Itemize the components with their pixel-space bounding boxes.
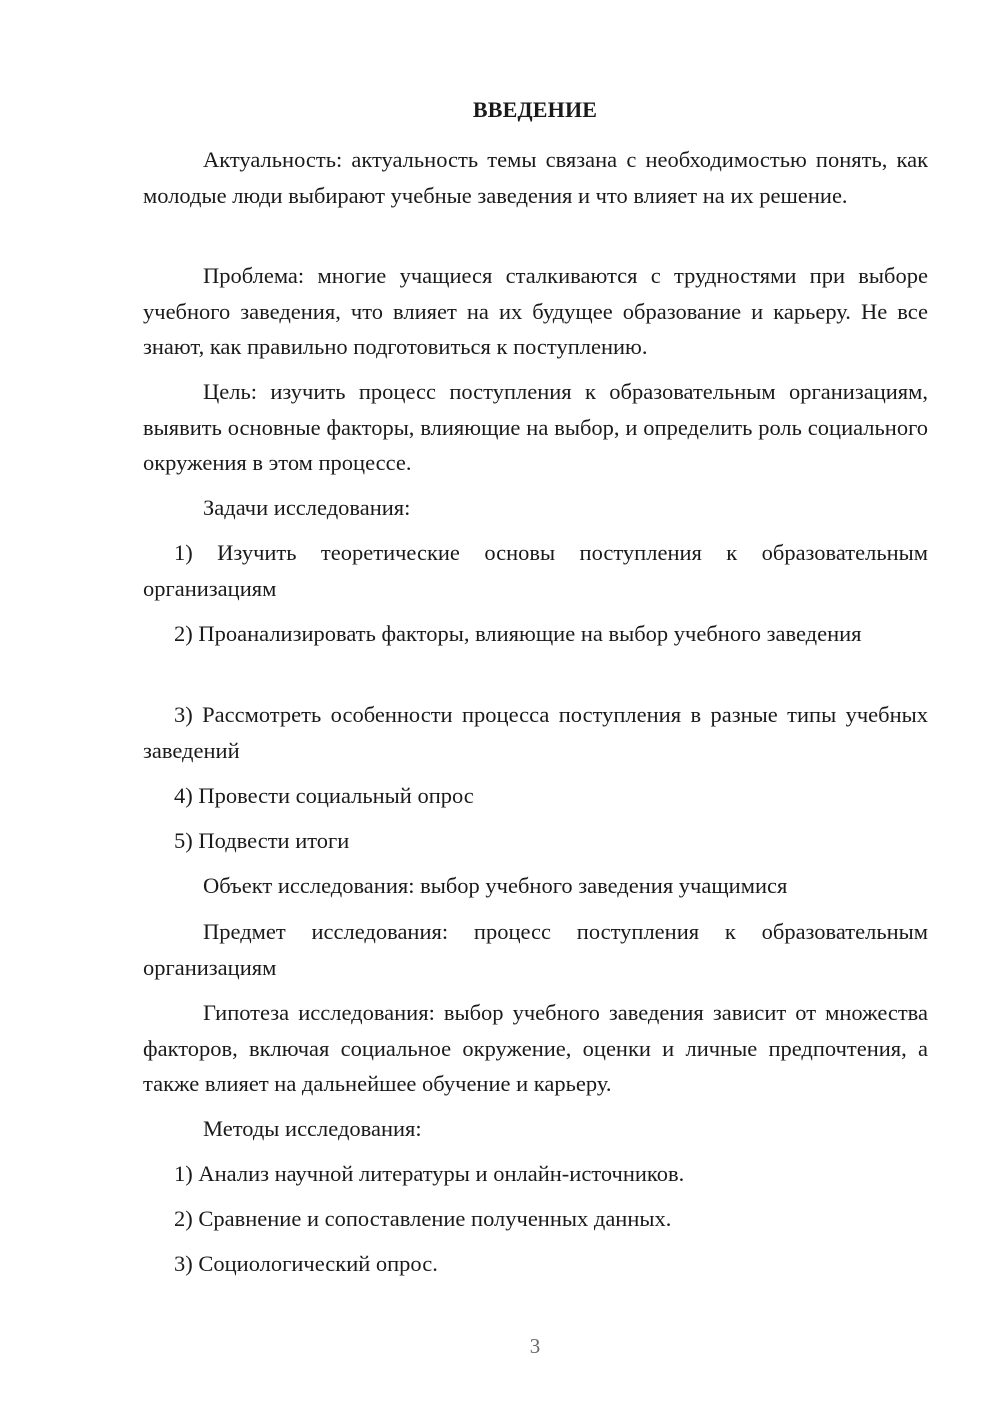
- section-title: ВВЕДЕНИЕ: [472, 97, 598, 122]
- methods-heading: Методы исследования:: [203, 1116, 422, 1141]
- task-item: 5) Подвести итоги: [174, 828, 350, 853]
- task-item: 1) Изучить теоретические основы поступления к образовательным организациям: [143, 540, 928, 601]
- object-paragraph: Объект исследования: выбор учебного заведения учащимися: [203, 873, 788, 898]
- task-item: 4) Провести социальный опрос: [174, 783, 474, 808]
- problem-paragraph: Проблема: многие учащиеся сталкиваются с трудностями при выборе учебного заведения, что влияет на их будущее образование и карьеру. Не все знают, как правильно подготовиться к поступлению.: [143, 263, 928, 359]
- method-item: 1) Анализ научной литературы и онлайн-источников.: [174, 1161, 685, 1186]
- subject-paragraph: Предмет исследования: процесс поступления к образовательным организациям: [143, 919, 928, 980]
- task-item: 2) Проанализировать факторы, влияющие на выбор учебного заведения: [174, 621, 862, 646]
- goal-paragraph: Цель: изучить процесс поступления к образовательным организациям, выявить основные факторы, влияющие на выбор, и определить роль социального окружения в этом процессе.: [143, 379, 928, 475]
- relevance-paragraph: Актуальность: актуальность темы связана с необходимостью понять, как молодые люди выбирают учебные заведения и что влияет на их решение.: [143, 147, 928, 208]
- task-item: 3) Рассмотреть особенности процесса поступления в разные типы учебных заведений: [143, 702, 928, 763]
- hypothesis-paragraph: Гипотеза исследования: выбор учебного заведения зависит от множества факторов, включая социальное окружение, оценки и личные предпочтения, а также влияет на дальнейшее обучение и карьеру.: [143, 1000, 928, 1096]
- method-item: 2) Сравнение и сопоставление полученных данных.: [174, 1206, 672, 1231]
- page-number: 3: [529, 1334, 541, 1358]
- tasks-heading: Задачи исследования:: [203, 495, 411, 520]
- method-item: 3) Социологический опрос.: [174, 1251, 438, 1276]
